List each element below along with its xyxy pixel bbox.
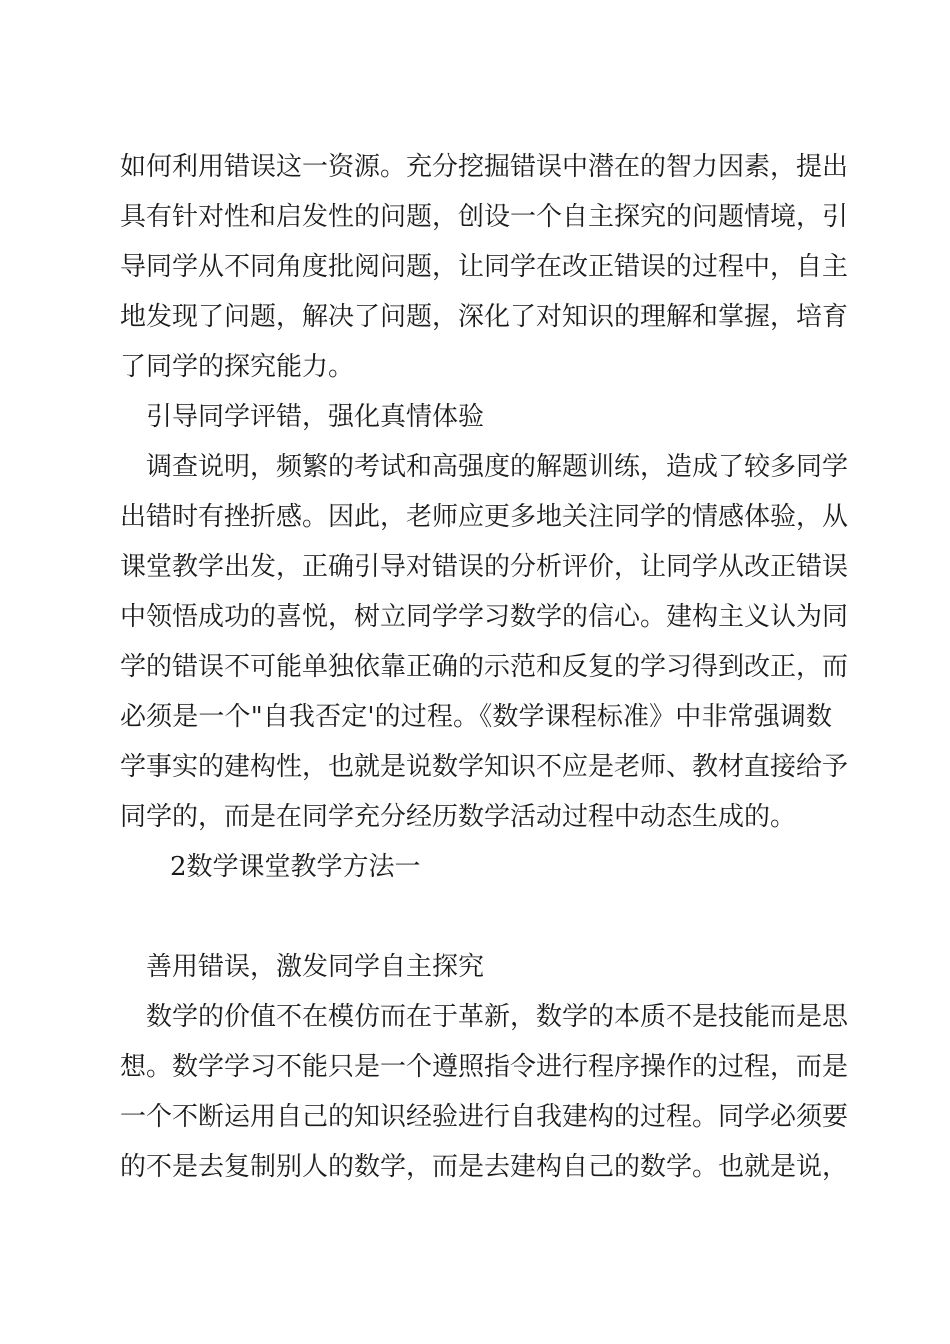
paragraph-line: 课堂教学出发，正确引导对错误的分析评价，让同学从改正错误 [120,552,849,582]
paragraph-line: 学事实的建构性，也就是说数学知识不应是老师、教材直接给予 [120,752,849,782]
section-heading: 引导同学评错，强化真情体验 [146,402,485,432]
paragraph-line: 必须是一个"自我否定'的过程。《数学课程标准》中非常强调数 [120,702,832,732]
paragraph-line: 一个不断运用自己的知识经验进行自我建构的过程。同学必须要 [120,1102,849,1132]
paragraph-line: 学的错误不可能单独依靠正确的示范和反复的学习得到改正，而 [120,652,849,682]
paragraph-line: 地发现了问题，解决了问题，深化了对知识的理解和掌握，培育 [120,302,849,332]
paragraph-line: 想。数学学习不能只是一个遵照指令进行程序操作的过程，而是 [120,1052,849,1082]
paragraph-line: 同学的，而是在同学充分经历数学活动过程中动态生成的。 [120,802,797,832]
section-heading: 善用错误，激发同学自主探究 [146,952,485,982]
paragraph-line: 具有针对性和启发性的问题，创设一个自主探究的问题情境，引 [120,202,849,232]
paragraph-line: 数学的价值不在模仿而在于革新，数学的本质不是技能而是思 [146,1002,849,1032]
paragraph-line: 调查说明，频繁的考试和高强度的解题训练，造成了较多同学 [146,452,849,482]
paragraph-line: 如何利用错误这一资源。充分挖掘错误中潜在的智力因素，提出 [120,152,849,182]
paragraph-line: 出错时有挫折感。因此，老师应更多地关注同学的情感体验，从 [120,502,849,532]
paragraph-line: 了同学的探究能力。 [120,352,355,382]
section-heading: 2数学课堂教学方法一 [170,852,421,882]
paragraph-line: 的不是去复制别人的数学，而是去建构自己的数学。也就是说， [120,1152,849,1182]
paragraph-line: 导同学从不同角度批阅问题，让同学在改正错误的过程中，自主 [120,252,849,282]
paragraph-line: 中领悟成功的喜悦，树立同学学习数学的信心。建构主义认为同 [120,602,849,632]
